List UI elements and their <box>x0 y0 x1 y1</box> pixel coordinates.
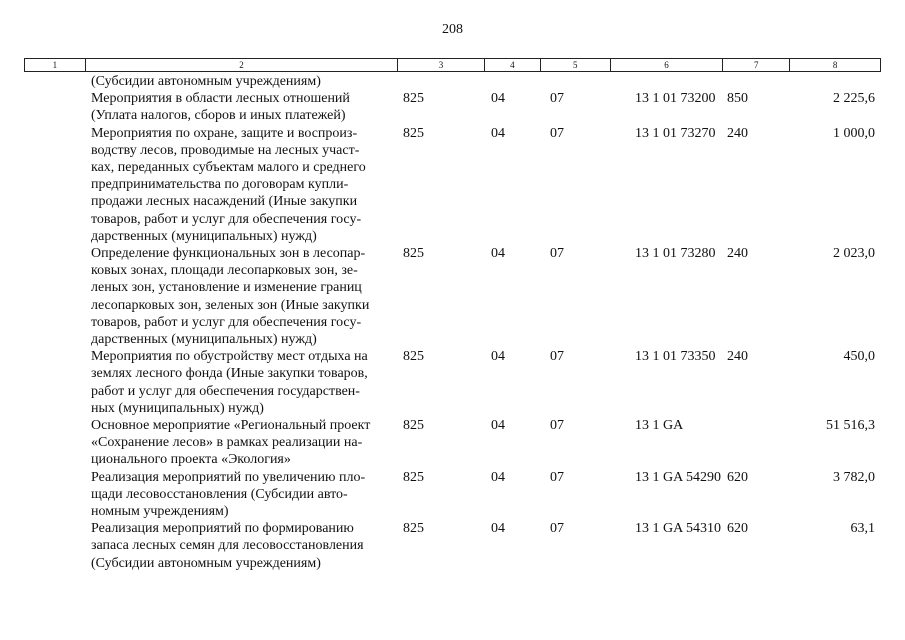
description-line: номным учреждениям) <box>91 504 229 520</box>
description-line: леных зон, установление и изменение границ <box>91 280 362 296</box>
subsection-code: 07 <box>550 521 564 537</box>
description-line: водству лесов, проводимые на лесных участ- <box>91 142 360 158</box>
amount-value: 2 225,6 <box>833 91 875 107</box>
expense-type-code: 240 <box>727 246 748 262</box>
table-row <box>24 90 881 124</box>
row-description <box>85 90 398 124</box>
table-row <box>24 348 881 417</box>
target-article-code <box>611 73 724 90</box>
section-code: 04 <box>491 418 505 434</box>
column-header-2: 2 <box>86 59 398 71</box>
amount-value: 450,0 <box>843 349 875 365</box>
subsection-code: 07 <box>550 246 564 262</box>
column-header-7: 7 <box>723 59 790 71</box>
amount-value: 2 023,0 <box>833 246 875 262</box>
target-article-code: 13 1 GA 54290 <box>635 469 721 485</box>
description-line: продажи лесных насаждений (Иные закупки <box>91 194 358 210</box>
expense-type-code: 850 <box>727 91 748 107</box>
row-description <box>85 125 398 245</box>
subsection-code: 07 <box>550 349 564 365</box>
row-description <box>85 469 398 521</box>
description-line: дарственных (муниципальных) нужд) <box>91 332 317 348</box>
description-line: ках, переданных субъектам малого и среднего <box>91 160 366 176</box>
subsection-code: 07 <box>550 418 564 434</box>
description-line: дарственных (муниципальных) нужд) <box>91 228 317 244</box>
column-header-6: 6 <box>611 59 724 71</box>
amount-value: 63,1 <box>850 521 875 537</box>
section-code: 04 <box>491 91 505 107</box>
section-code: 04 <box>491 349 505 365</box>
column-header-5: 5 <box>541 59 611 71</box>
row-description <box>85 417 398 469</box>
expense-type-code: 620 <box>727 469 748 485</box>
expense-type-code: 620 <box>727 521 748 537</box>
table-header <box>24 58 881 72</box>
description-line: ных (муниципальных) нужд) <box>91 400 264 416</box>
description-line: ционального проекта «Экология» <box>91 452 291 468</box>
target-article-code: 13 1 GA <box>635 418 684 434</box>
target-article-code: 13 1 01 73280 <box>635 246 716 262</box>
column-header-4: 4 <box>485 59 541 71</box>
section-code: 04 <box>491 246 505 262</box>
description-line: предпринимательства по договорам купли- <box>91 177 349 193</box>
description-line: «Сохранение лесов» в рамках реализации на- <box>91 435 363 451</box>
section-code: 04 <box>491 521 505 537</box>
expense-type-code <box>724 417 791 469</box>
description-line: Мероприятия в области лесных отношений <box>91 91 350 107</box>
row-description <box>85 245 398 348</box>
row-description <box>85 348 398 417</box>
description-line: товаров, работ и услуг для обеспечения госу- <box>91 211 362 227</box>
expense-type-code: 240 <box>727 349 748 365</box>
row-description <box>85 73 398 90</box>
description-line: Определение функциональных зон в лесопар- <box>91 246 366 262</box>
description-line: Реализация мероприятий по формированию <box>91 521 354 537</box>
target-article-code: 13 1 01 73350 <box>635 349 716 365</box>
description-line: работ и услуг для обеспечения государствен- <box>91 383 360 399</box>
description-line: Мероприятия по охране, защите и воспроиз- <box>91 125 358 141</box>
description-line: ковых зонах, площади лесопарковых зон, зе- <box>91 263 358 279</box>
department-code: 825 <box>403 469 424 485</box>
page-number: 208 <box>442 22 463 37</box>
department-code: 825 <box>403 521 424 537</box>
description-line: (Субсидии автономным учреждениям) <box>91 555 321 571</box>
table-row <box>24 469 881 521</box>
section-code: 04 <box>491 469 505 485</box>
column-header-3: 3 <box>398 59 485 71</box>
department-code: 825 <box>403 349 424 365</box>
table-row <box>24 73 881 90</box>
department-code <box>398 73 485 90</box>
subsection-code: 07 <box>550 469 564 485</box>
table-row <box>24 125 881 245</box>
description-line: лесопарковых зон, зеленых зон (Иные закупки <box>91 297 370 313</box>
description-line: (Субсидии автономным учреждениям) <box>91 74 321 89</box>
description-line: запаса лесных семян для лесовосстановления <box>91 538 364 554</box>
table-row <box>24 417 881 469</box>
expense-type-code: 240 <box>727 125 748 141</box>
expense-type-code <box>724 73 791 90</box>
table-row <box>24 245 881 348</box>
description-line: Основное мероприятие «Региональный проект <box>91 418 371 434</box>
description-line: товаров, работ и услуг для обеспечения госу- <box>91 314 362 330</box>
column-header-8: 8 <box>832 60 838 70</box>
column-header-1: 1 <box>25 59 86 71</box>
department-code: 825 <box>403 91 424 107</box>
amount-value: 3 782,0 <box>833 469 875 485</box>
target-article-code: 13 1 01 73200 <box>635 91 716 107</box>
subsection-code: 07 <box>550 125 564 141</box>
table-row <box>24 520 881 572</box>
department-code: 825 <box>403 418 424 434</box>
section-code: 04 <box>491 125 505 141</box>
table-body <box>24 73 881 572</box>
amount-value: 51 516,3 <box>826 418 875 434</box>
description-line: Мероприятия по обустройству мест отдыха на <box>91 349 368 365</box>
target-article-code: 13 1 GA 54310 <box>635 521 721 537</box>
subsection-code <box>541 73 611 90</box>
row-description <box>85 520 398 572</box>
description-line: (Уплата налогов, сборов и иных платежей) <box>91 108 346 124</box>
amount-value <box>791 73 881 90</box>
department-code: 825 <box>403 246 424 262</box>
amount-value: 1 000,0 <box>833 125 875 141</box>
subsection-code: 07 <box>550 91 564 107</box>
description-line: Реализация мероприятий по увеличению пло- <box>91 469 366 485</box>
target-article-code: 13 1 01 73270 <box>635 125 716 141</box>
description-line: землях лесного фонда (Иные закупки товаров, <box>91 366 368 382</box>
description-line: щади лесовосстановления (Субсидии авто- <box>91 486 348 502</box>
section-code <box>485 73 541 90</box>
department-code: 825 <box>403 125 424 141</box>
